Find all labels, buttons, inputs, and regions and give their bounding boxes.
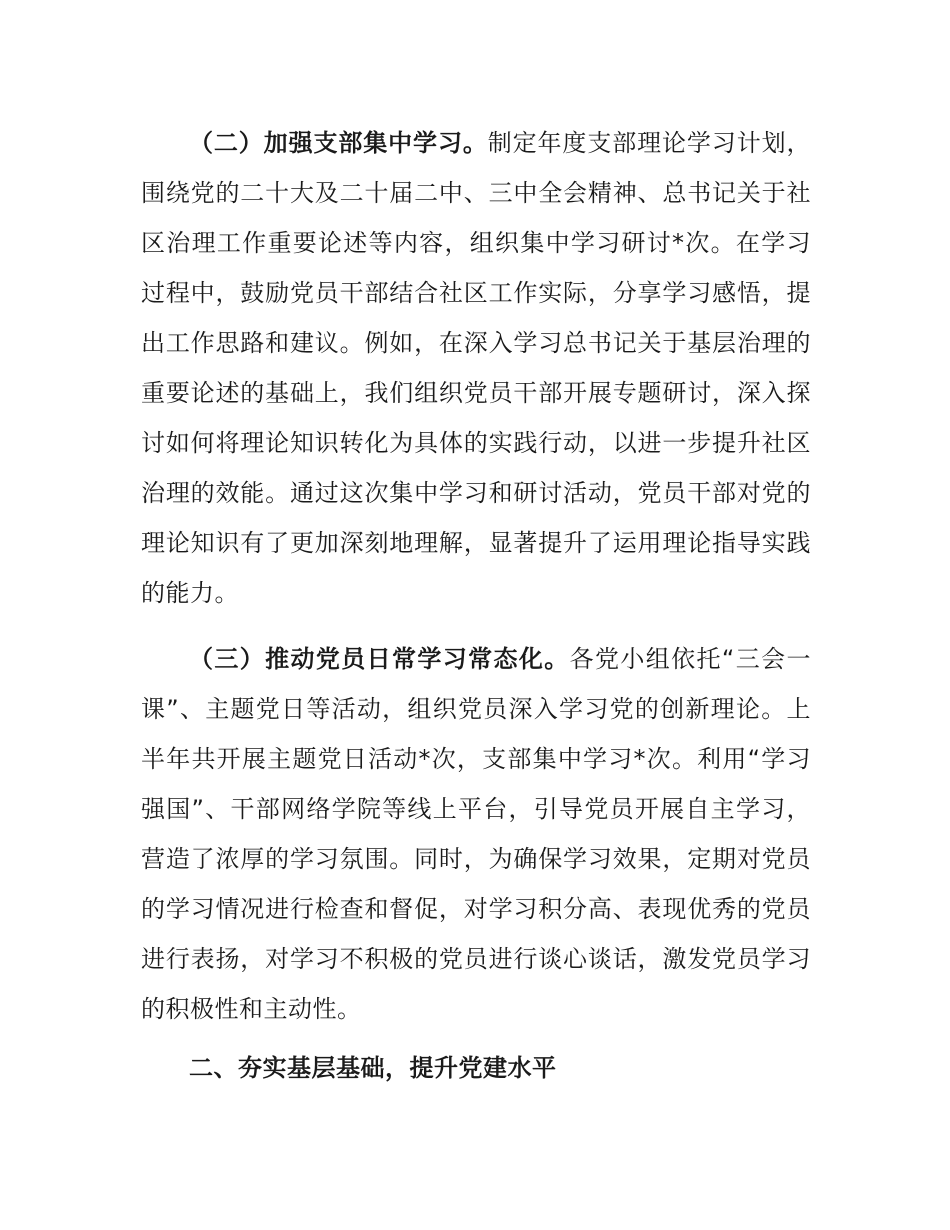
- paragraph-line: 过程中，鼓励党员干部结合社区工作实际，分享学习感悟，提: [141, 279, 811, 307]
- paragraph-line: 区治理工作重要论述等内容，组织集中学习研讨*次。在学习: [141, 229, 811, 257]
- paragraph-line: 的学习情况进行检查和督促，对学习积分高、表现优秀的党员: [141, 895, 811, 923]
- paragraph-section-2: [141, 118, 811, 618]
- paragraph-line: 讨如何将理论知识转化为具体的实践行动，以进一步提升社区: [141, 429, 811, 457]
- section-heading: 二、夯实基层基础，提升党建水平: [189, 1054, 557, 1082]
- paragraph-line: 治理的效能。通过这次集中学习和研讨活动，党员干部对党的: [141, 479, 811, 507]
- paragraph-line: 理论知识有了更加深刻地理解，显著提升了运用理论指导实践: [141, 529, 811, 557]
- paragraph-line: 强国”、干部网络学院等线上平台，引导党员开展自主学习，: [141, 795, 811, 823]
- paragraph-section-3: [141, 634, 811, 1034]
- paragraph-line: 的积极性和主动性。: [141, 995, 362, 1023]
- section-lead-title: （二）加强支部集中学习。: [189, 129, 488, 157]
- paragraph-line: 重要论述的基础上，我们组织党员干部开展专题研讨，深入探: [141, 379, 811, 407]
- line-text: 制定年度支部理论学习计划，: [487, 129, 811, 157]
- paragraph-line: 半年共开展主题党日活动*次，支部集中学习*次。利用“学习: [141, 745, 811, 773]
- line-text: 各党小组依托“三会一: [569, 645, 811, 673]
- paragraph-line: 出工作思路和建议。例如，在深入学习总书记关于基层治理的: [141, 329, 811, 357]
- paragraph-line: [141, 118, 811, 168]
- paragraph-line: 进行表扬，对学习不积极的党员进行谈心谈话，激发党员学习: [141, 945, 811, 973]
- paragraph-line: [141, 634, 811, 684]
- paragraph-line: 课”、主题党日等活动，组织党员深入学习党的创新理论。上: [141, 695, 811, 723]
- paragraph-line: 营造了浓厚的学习氛围。同时，为确保学习效果，定期对党员: [141, 845, 811, 873]
- paragraph-line: 的能力。: [141, 579, 239, 607]
- section-lead-title: （三）推动党员日常学习常态化。: [189, 645, 570, 673]
- paragraph-line: 围绕党的二十大及二十届二中、三中全会精神、总书记关于社: [141, 179, 811, 207]
